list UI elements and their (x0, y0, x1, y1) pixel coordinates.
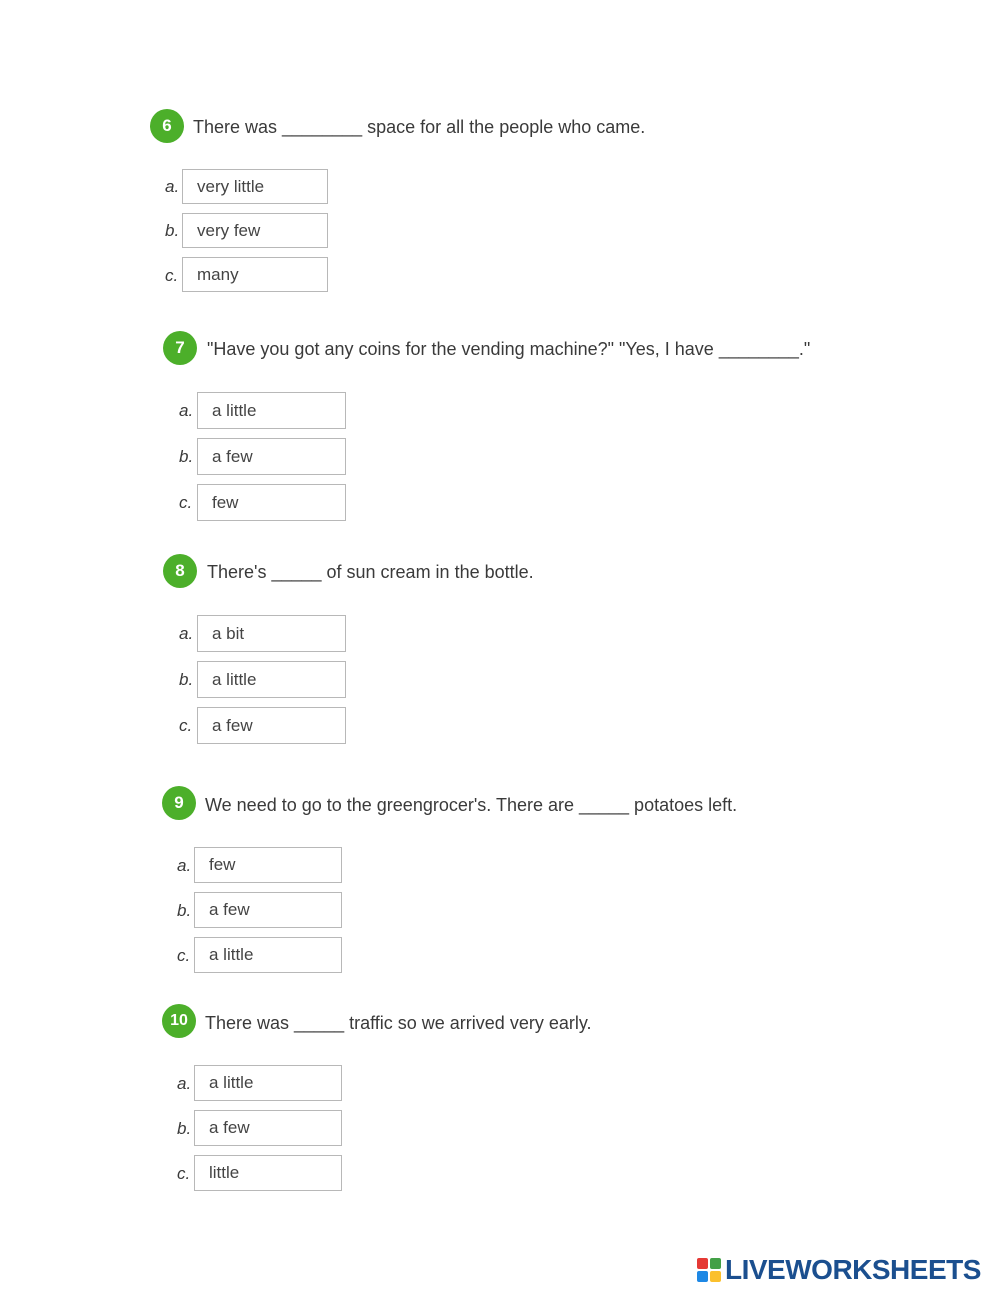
answer-box-b[interactable]: a little (197, 661, 346, 698)
answer-box-c[interactable]: a little (194, 937, 342, 973)
answer-box-c[interactable]: many (182, 257, 328, 292)
answer-box-a[interactable]: few (194, 847, 342, 883)
question-number-badge: 9 (162, 786, 196, 820)
answer-box-c[interactable]: few (197, 484, 346, 521)
question-text: We need to go to the greengrocer's. There are _____ potatoes left. (205, 795, 738, 815)
answer-box-b[interactable]: a few (194, 892, 342, 928)
option-letter: a. (179, 624, 194, 643)
answer-box-b[interactable]: a few (197, 438, 346, 475)
question-text: There was _____ traffic so we arrived very early. (205, 1013, 592, 1033)
question-text: There's _____ of sun cream in the bottle. (207, 562, 534, 582)
answer-box-c[interactable]: little (194, 1155, 342, 1191)
answer-box-b[interactable]: a few (194, 1110, 342, 1146)
logo-block (697, 1258, 708, 1269)
question-text: There was ________ space for all the people who came. (193, 117, 646, 137)
liveworksheets-logo (697, 1255, 981, 1285)
option-letter: c. (179, 493, 193, 512)
answer-box-a[interactable]: a little (197, 392, 346, 429)
option-letter: b. (165, 221, 180, 240)
answer-box-b[interactable]: very few (182, 213, 328, 248)
question-text: "Have you got any coins for the vending machine?" "Yes, I have ________." (207, 339, 811, 359)
option-letter: c. (179, 716, 193, 735)
answer-box-a[interactable]: a bit (197, 615, 346, 652)
option-letter: c. (177, 1164, 191, 1183)
question-number-badge: 8 (163, 554, 197, 588)
answer-box-a[interactable]: very little (182, 169, 328, 204)
option-letter: a. (177, 856, 192, 875)
option-letter: a. (179, 401, 194, 420)
answer-box-a[interactable]: a little (194, 1065, 342, 1101)
logo-text: LIVEWORKSHEETS (725, 1254, 981, 1285)
logo-blocks-icon (697, 1258, 721, 1282)
option-letter: b. (177, 901, 192, 920)
question-number-badge: 7 (163, 331, 197, 365)
question-number-badge: 10 (162, 1004, 196, 1038)
option-letter: a. (177, 1074, 192, 1093)
option-letter: c. (165, 266, 179, 285)
option-letter: b. (179, 670, 194, 689)
option-letter: c. (177, 946, 191, 965)
option-letter: b. (177, 1119, 192, 1138)
option-letter: b. (179, 447, 194, 466)
option-letter: a. (165, 177, 180, 196)
logo-block (710, 1271, 721, 1282)
logo-block (710, 1258, 721, 1269)
question-number-badge: 6 (150, 109, 184, 143)
logo-block (697, 1271, 708, 1282)
answer-box-c[interactable]: a few (197, 707, 346, 744)
